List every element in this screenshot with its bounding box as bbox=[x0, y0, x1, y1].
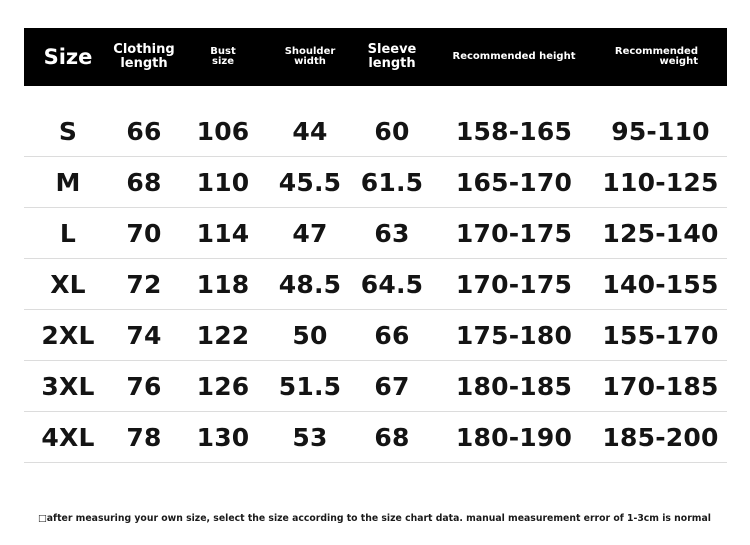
header-recommended-height bbox=[434, 28, 594, 86]
cell-sleeve-length: 64.5 bbox=[360, 269, 424, 299]
header-label: Bust size bbox=[210, 45, 236, 67]
cell-shoulder-width: 48.5 bbox=[278, 269, 342, 299]
cell-shoulder-width: 50 bbox=[292, 320, 328, 350]
cell-sleeve-length: 63 bbox=[374, 218, 410, 248]
cell-recommended-weight: 155-170 bbox=[602, 320, 719, 350]
cell-clothing-length: 74 bbox=[126, 320, 162, 350]
header-size bbox=[24, 28, 112, 86]
cell-recommended-height: 158-165 bbox=[455, 116, 573, 146]
cell-sleeve-length: 67 bbox=[374, 371, 410, 401]
header-shoulder-width bbox=[270, 28, 350, 86]
cell-recommended-weight: 125-140 bbox=[602, 218, 719, 248]
cell-bust-size: 122 bbox=[196, 320, 250, 350]
cell-shoulder-width: 53 bbox=[292, 422, 328, 452]
cell-bust-size: 130 bbox=[196, 422, 250, 452]
cell-bust-size: 114 bbox=[196, 218, 250, 248]
table-row bbox=[24, 361, 727, 412]
header-label: Recommended height bbox=[452, 50, 576, 62]
cell-recommended-height: 180-190 bbox=[455, 422, 573, 452]
cell-bust-size: 126 bbox=[196, 371, 250, 401]
table-row bbox=[24, 259, 727, 310]
cell-clothing-length: 66 bbox=[126, 116, 162, 146]
cell-recommended-height: 180-185 bbox=[455, 371, 573, 401]
table-row bbox=[24, 157, 727, 208]
cell-recommended-weight: 140-155 bbox=[602, 269, 719, 299]
header-label: Sleeve length bbox=[367, 42, 417, 71]
cell-recommended-weight: 185-200 bbox=[602, 422, 719, 452]
cell-shoulder-width: 51.5 bbox=[278, 371, 342, 401]
cell-shoulder-width: 45.5 bbox=[278, 167, 342, 197]
table-row bbox=[24, 412, 727, 463]
cell-clothing-length: 76 bbox=[126, 371, 162, 401]
cell-clothing-length: 70 bbox=[126, 218, 162, 248]
header-label: Shoulder width bbox=[284, 45, 336, 67]
table-body bbox=[24, 106, 727, 463]
cell-clothing-length: 72 bbox=[126, 269, 162, 299]
cell-shoulder-width: 44 bbox=[292, 116, 328, 146]
header-label: Size bbox=[43, 44, 93, 69]
cell-recommended-height: 175-180 bbox=[455, 320, 573, 350]
table-row bbox=[24, 310, 727, 361]
cell-sleeve-length: 60 bbox=[374, 116, 410, 146]
cell-size: S bbox=[58, 116, 78, 146]
cell-size: 2XL bbox=[41, 320, 95, 350]
measurement-note: □after measuring your own size, select the size according to the size chart data. manual measurement error of 1-3cm is normal bbox=[38, 513, 711, 524]
header-recommended-weight bbox=[594, 28, 698, 86]
cell-bust-size: 118 bbox=[196, 269, 250, 299]
cell-recommended-height: 165-170 bbox=[455, 167, 573, 197]
table-row bbox=[24, 106, 727, 157]
table-header bbox=[24, 28, 727, 86]
cell-sleeve-length: 66 bbox=[374, 320, 410, 350]
cell-recommended-height: 170-175 bbox=[455, 218, 573, 248]
cell-size: L bbox=[59, 218, 77, 248]
cell-sleeve-length: 68 bbox=[374, 422, 410, 452]
cell-recommended-weight: 95-110 bbox=[611, 116, 710, 146]
header-bust-size bbox=[176, 28, 270, 86]
cell-clothing-length: 78 bbox=[126, 422, 162, 452]
cell-shoulder-width: 47 bbox=[292, 218, 328, 248]
cell-recommended-height: 170-175 bbox=[455, 269, 573, 299]
cell-bust-size: 106 bbox=[196, 116, 250, 146]
cell-bust-size: 110 bbox=[196, 167, 250, 197]
cell-size: XL bbox=[50, 269, 86, 299]
header-label: Recommended weight bbox=[614, 45, 698, 67]
cell-size: 4XL bbox=[41, 422, 95, 452]
header-sleeve-length bbox=[350, 28, 434, 86]
cell-size: M bbox=[55, 167, 81, 197]
cell-size: 3XL bbox=[41, 371, 95, 401]
table-row bbox=[24, 208, 727, 259]
size-chart-table bbox=[24, 28, 727, 452]
header-clothing-length bbox=[112, 28, 176, 86]
cell-recommended-weight: 170-185 bbox=[602, 371, 719, 401]
cell-sleeve-length: 61.5 bbox=[360, 167, 424, 197]
cell-clothing-length: 68 bbox=[126, 167, 162, 197]
cell-recommended-weight: 110-125 bbox=[602, 167, 719, 197]
header-label: Clothing length bbox=[113, 42, 175, 71]
